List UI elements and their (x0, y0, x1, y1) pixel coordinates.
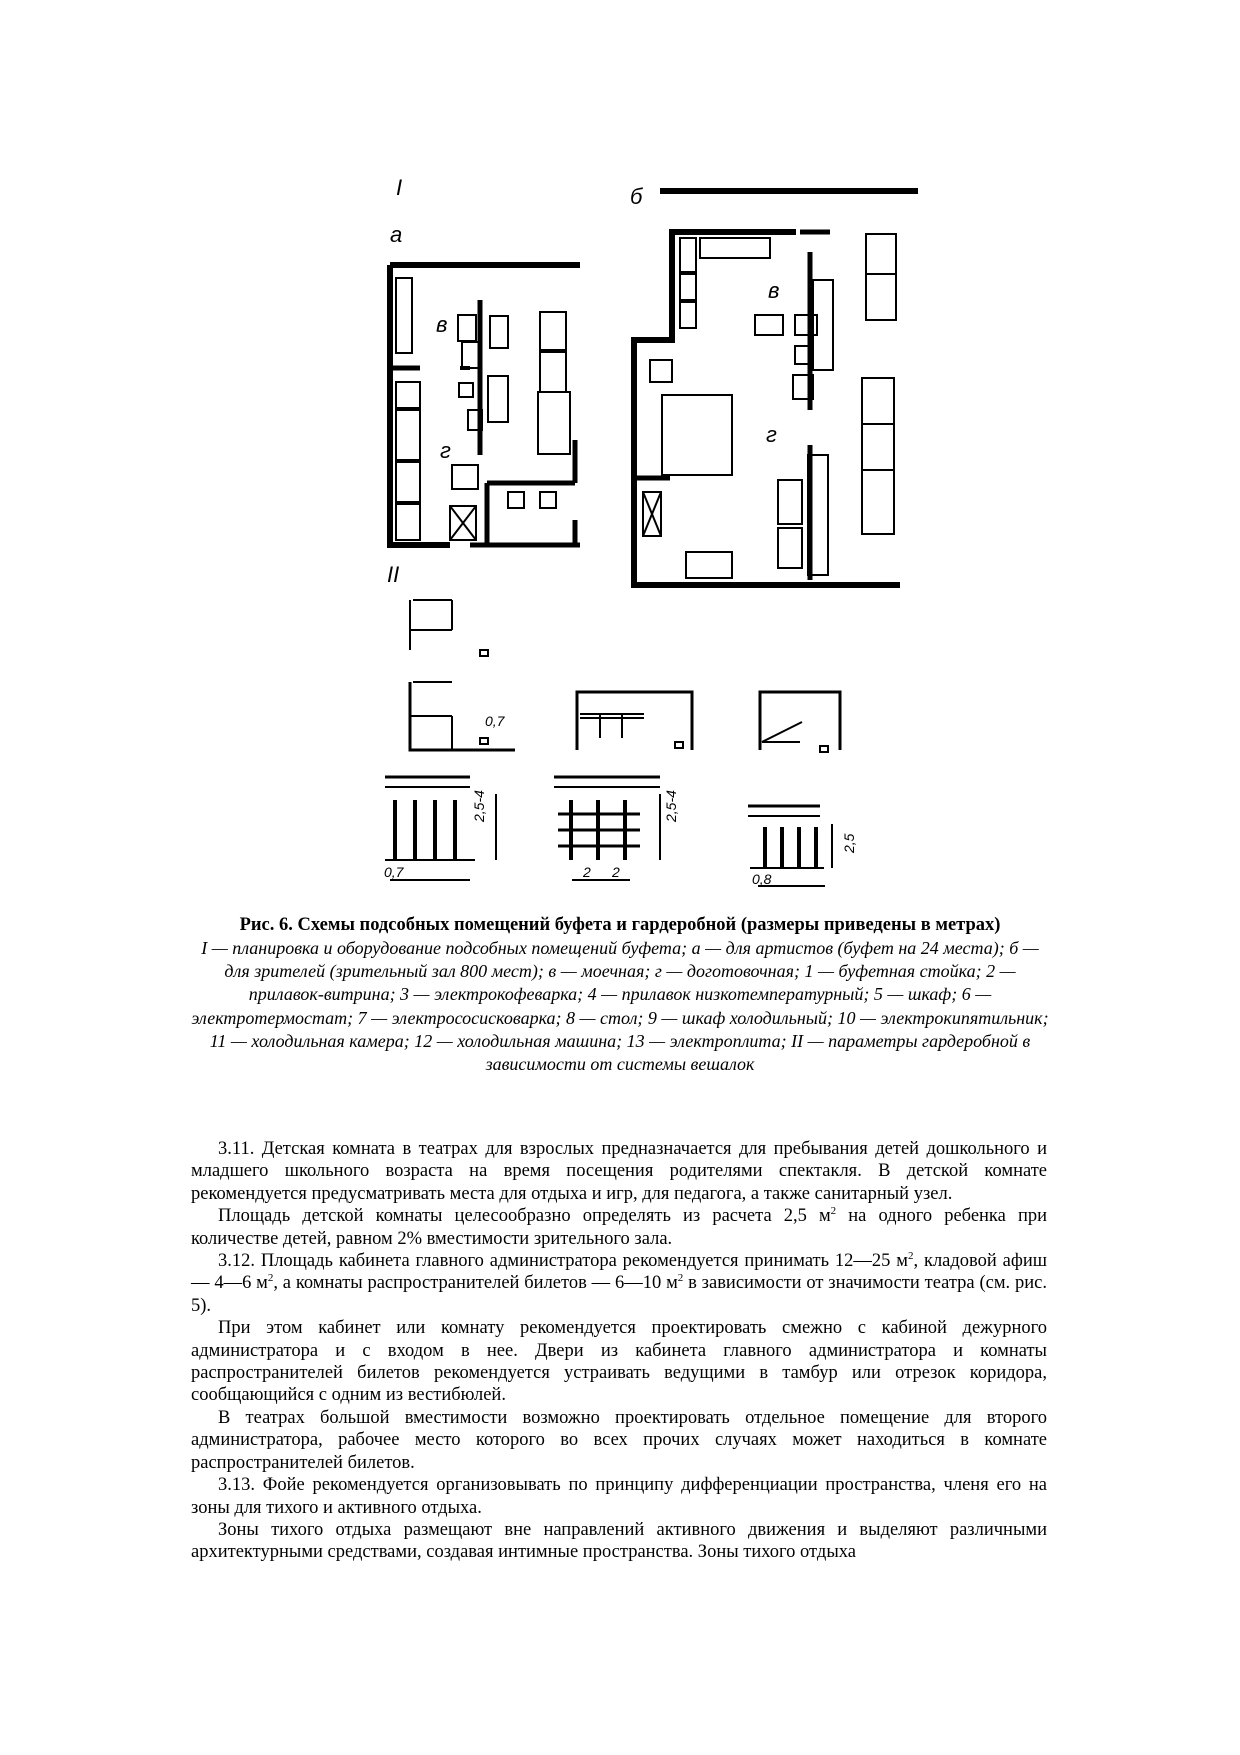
paragraph-second-admin: В театрах большой вместимости возможно проектировать отдельное помещение для второго администратора, рабочее место которого во всех прочих случаях может находиться в комнате распространителей билетов. (191, 1407, 1047, 1473)
caption-description: I — планировка и оборудование подсобных помещений буфета; а — для артистов (буфет на 24 места); б — для зрителей (зрительный зал 800 мест); в — моечная; г — доготовочная; 1 — буфетная стойка; 2 — прилавок-витрина; 3 — электрокофеварка; 4 — прилавок низкотемпературный; 5 — шкаф; 6 — электротермостат; 7 — электрососисковарка; 8 — стол; 9 — шкаф холодильный; 10 — электрокипятильник; 11 — холодильная камера; 12 — холодильная машина; 13 — электроплита; II — параметры гардеробной в зависимости от системы вешалок (191, 938, 1049, 1075)
dim-07-left: 0,7 (384, 864, 404, 880)
floor-plan-drawing (360, 160, 920, 920)
label-plan-b: б (630, 184, 643, 209)
figure-caption (190, 913, 1050, 1076)
body-text (191, 1138, 1047, 1564)
dim-25-right: 2,5 (841, 833, 857, 853)
label-room-v-a: в (436, 312, 448, 337)
label-room-g-b: г (766, 422, 777, 447)
dim-2-a: 2 (583, 864, 591, 880)
label-room-v-b: в (768, 278, 780, 303)
dim-25-4-mid: 2,5-4 (663, 790, 679, 822)
dim-2-b: 2 (612, 864, 620, 880)
dim-08-left: 0,8 (752, 871, 772, 887)
paragraph-office-placement: При этом кабинет или комнату рекомендуется проектировать смежно с кабиной дежурного администратора и с входом в нее. Двери из кабинета главного администратора и комнаты распространителей билетов рекомендуется устраивать ведущими в тамбур или отрезок коридора, сообщающийся с одним из вестибюлей. (191, 1318, 1047, 1406)
label-part-1: I (396, 175, 403, 200)
paragraph-quiet-zones: Зоны тихого отдыха размещают вне направлений активного движения и выделяют различными архитектурными средствами, создавая интимные пространства. Зоны тихого отдыха (191, 1519, 1047, 1563)
caption-title: Рис. 6. Схемы подсобных помещений буфета и гардеробной (размеры приведены в метрах) (239, 915, 1001, 935)
dim-07: 0,7 (485, 713, 505, 729)
paragraph-3-13: 3.13. Фойе рекомендуется организовывать по принципу дифференциации пространства, членя его на зоны для тихого и активного отдыха. (191, 1475, 1047, 1518)
paragraph-child-room-area: Площадь детской комнаты целесообразно определять из расчета 2,5 $м^2$ на одного ребенка при количестве детей, равном 2% вместимости зрительного зала. (191, 1205, 1047, 1249)
dim-25-4-left: 2,5-4 (471, 790, 487, 822)
paragraph-3-11: 3.11. Детская комната в театрах для взрослых предназначается для пребывания детей дошкольного и младшего школьного возраста на время посещения родителями спектакля. В детской комнате рекомендуется предусматривать места для отдыха и игр, для педагога, а также санитарный узел. (191, 1139, 1047, 1204)
figure-buffet-plans (360, 160, 920, 920)
label-room-g-a: г (440, 438, 451, 463)
label-part-2: II (387, 562, 400, 587)
label-plan-a: а (390, 222, 403, 247)
paragraph-3-12: 3.12. Площадь кабинета главного администратора рекомендуется принимать 12—25 $м^2$, кладовой афиш — 4—6 $м^2$, а комнаты распространителей билетов — 6—10 $м^2$ в зависимости от значимости театра (см. рис. 5). (191, 1250, 1047, 1316)
